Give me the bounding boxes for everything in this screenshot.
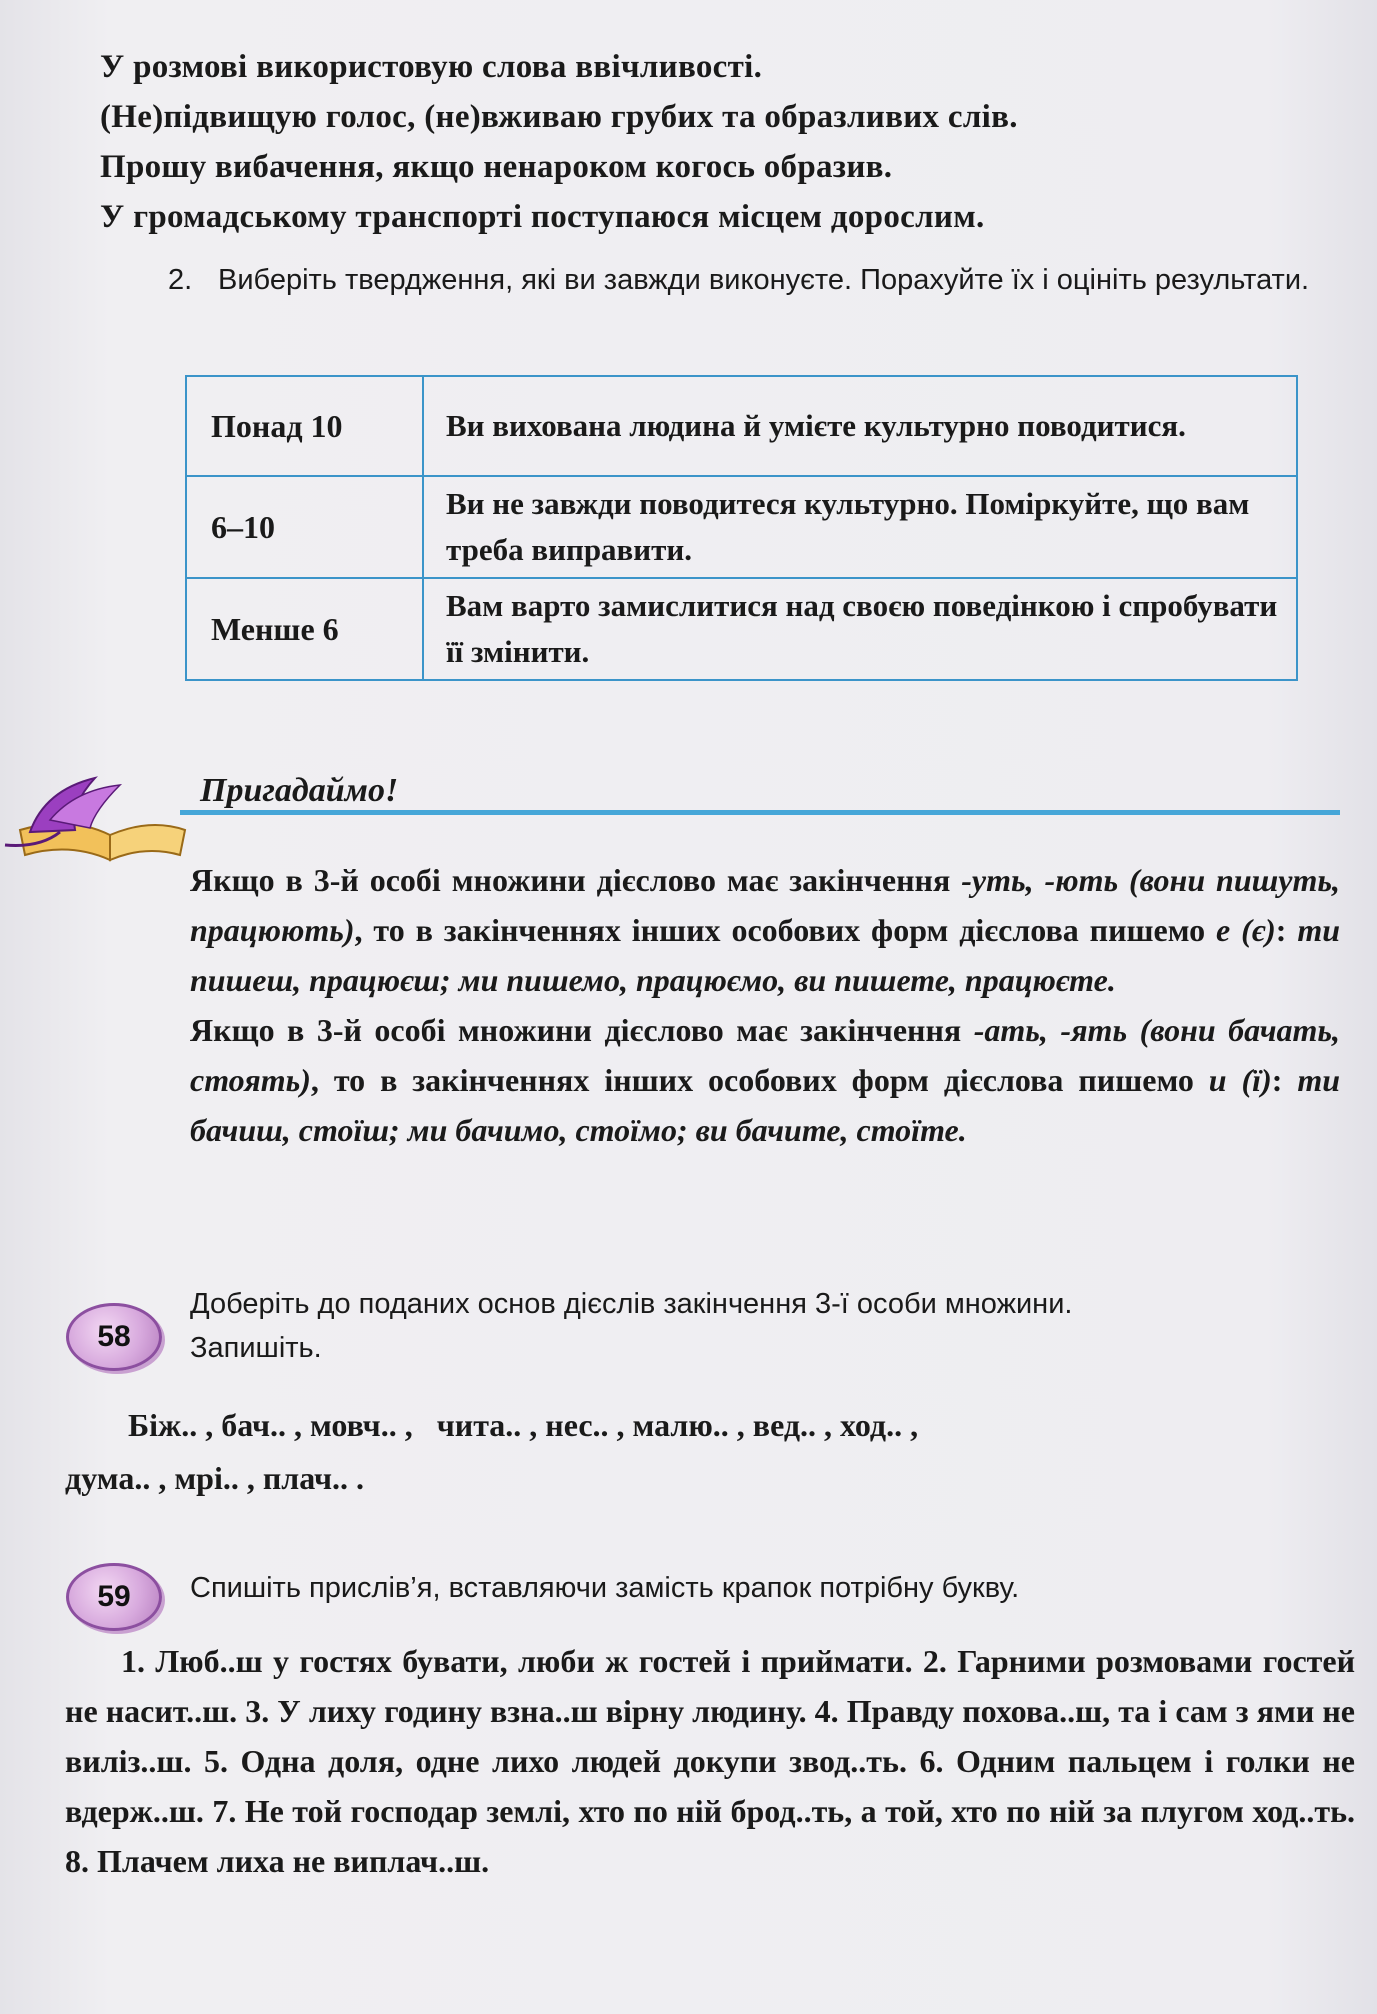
table-row: [186, 476, 1297, 578]
rule-text: :: [1271, 1062, 1298, 1098]
rule-forms: ти бачиш, стоїш; ми бачимо, стоїмо; ви бачите, стоїте.: [190, 1062, 1341, 1148]
behaviour-statements: [100, 42, 1018, 242]
statement-1: У розмові використовую слова ввічливості.: [100, 49, 763, 85]
result-cell: Вам варто замислитися над своєю поведінкою і спробувати її змінити.: [423, 578, 1297, 680]
result-cell: Ви вихована людина й умієте культурно поводитися.: [423, 376, 1297, 476]
instruction-line: Запишіть.: [190, 1332, 322, 1364]
statement-3: Прошу вибачення, якщо ненароком когось образив.: [100, 149, 893, 185]
rule-text: Якщо в 3-й особі множини дієслово має закінчення: [190, 862, 962, 898]
rule-example: (вони пишуть, працюють): [190, 862, 1341, 948]
table-row: [186, 376, 1297, 476]
task-2: [170, 258, 1320, 302]
open-book-with-feather-icon: [0, 760, 190, 870]
rule-text: , то в закінченнях інших особових форм дієслова пишемо: [310, 1062, 1209, 1098]
results-table: [185, 375, 1298, 681]
exercise-58-badge: 58: [66, 1303, 162, 1371]
rule-text: , то в закінченнях інших особових форм дієслова пишемо: [354, 912, 1217, 948]
exercise-59-proverbs: [65, 1636, 1355, 1886]
heading-divider: [180, 810, 1340, 815]
exercise-58-instruction: [190, 1282, 1072, 1370]
exercise-59-badge: 59: [66, 1563, 162, 1631]
rule-ending: -ать, -ять: [973, 1012, 1128, 1048]
statement-2: (Не)підвищую голос, (не)вживаю грубих та образливих слів.: [100, 99, 1018, 135]
range-cell: Менше 6: [186, 578, 423, 680]
task-2-number: 2.: [168, 264, 193, 296]
exercise-58-words-line-2: дума.. , мрі.. , плач.. .: [65, 1460, 364, 1496]
table-row: [186, 578, 1297, 680]
rule-letter: и (ї): [1208, 1062, 1272, 1098]
grammar-rule: [190, 855, 1340, 1155]
rule-forms: ти пишеш, працюєш; ми пишемо, працюємо, ви пишете, працюєте.: [190, 912, 1341, 998]
remember-heading: Пригадаймо!: [200, 772, 399, 809]
range-cell: 6–10: [186, 476, 423, 578]
exercise-59-instruction: Спишіть прислів’я, вставляючи замість крапок потрібну букву.: [190, 1572, 1020, 1604]
rule-text: :: [1275, 912, 1298, 948]
proverbs-text: 1. Люб..ш у гостях бувати, люби ж гостей і приймати. 2. Гарними розмовами гостей не насит..ш. 3. У лиху годину взна..ш вірну людину. 4. Правду похова..ш, та і сам з ями не виліз..ш. 5. Одна доля, одне лихо людей докупи звод..ть. 6. Одним пальцем і голки не вдерж..ш. 7. Не той господар землі, хто по ній брод..ть, а той, хто по ній за плугом ход..ть. 8. Плачем лиха не виплач..ш.: [65, 1643, 1355, 1879]
instruction-line: Доберіть до поданих основ дієслів закінчення 3-ї особи множини.: [190, 1288, 1073, 1320]
rule-2: [190, 1005, 1340, 1155]
range-cell: Понад 10: [186, 376, 423, 476]
task-2-text: Виберіть твердження, які ви завжди виконуєте. Порахуйте їх і оцініть результати.: [218, 264, 1310, 296]
result-cell: Ви не завжди поводитеся культурно. Поміркуйте, що вам треба виправити.: [423, 476, 1297, 578]
rule-text: Якщо в 3-й особі множини дієслово має закінчення: [190, 1012, 974, 1048]
exercise-58-words-line-1: Біж.. , бач.. , мовч.. , чита.. , нес.. , малю.. , вед.. , ход.. ,: [128, 1407, 919, 1443]
rule-letter: е (є): [1216, 912, 1276, 948]
rule-1: [190, 855, 1340, 1005]
rule-ending: -уть, -ють: [961, 862, 1119, 898]
rule-example: (вони бачать, стоять): [190, 1012, 1341, 1098]
statement-4: У громадському транспорті поступаюся місцем дорослим.: [100, 199, 985, 235]
